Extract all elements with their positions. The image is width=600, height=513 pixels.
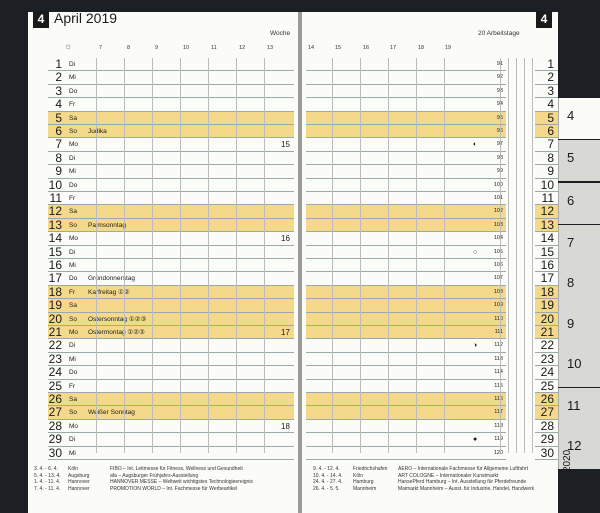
day-number-right: 18 xyxy=(540,284,554,299)
month-tab xyxy=(558,98,600,139)
fair-dates: 26. 4. - 5. 5. xyxy=(313,485,340,492)
day-number: 5 xyxy=(55,110,62,125)
hour-label: 15 xyxy=(335,45,342,51)
day-number-right: 25 xyxy=(540,378,554,393)
day-row-right xyxy=(306,380,506,393)
grid-line xyxy=(360,58,361,453)
fair-name: FIBO – Int. Leitmesse für Fitness, Wellness und Gesundheit xyxy=(110,466,243,472)
page-title: April 2019 xyxy=(54,10,118,26)
day-number-right: 12 xyxy=(540,204,554,219)
day-number: 23 xyxy=(48,351,62,366)
day-row xyxy=(48,420,294,433)
weekday: Mo xyxy=(69,141,79,149)
day-number-right: 9 xyxy=(547,164,554,179)
day-number: 12 xyxy=(48,204,62,219)
fair-dates: 9. 4. - 12. 4. xyxy=(313,466,340,472)
day-number-right: 13 xyxy=(540,217,554,232)
moon-phase-icon: ◐ xyxy=(473,141,478,149)
month-tab xyxy=(558,183,600,224)
fair-dates: 3. 4. - 6. 4. xyxy=(34,466,58,472)
fair-dates: 10. 4. - 14. 4. xyxy=(313,472,343,479)
day-number: 25 xyxy=(48,378,62,393)
moon-phase-icon: ● xyxy=(473,436,478,444)
fair-city: Mannheim xyxy=(353,485,377,492)
day-row xyxy=(48,246,294,259)
day-number: 26 xyxy=(48,392,62,406)
day-number-right: 3 xyxy=(547,83,554,98)
day-row xyxy=(48,380,294,393)
fair-name: ART COLOGNE – Internationaler Kunstmarkt xyxy=(398,472,499,479)
weekday: Di xyxy=(69,154,76,162)
grid-line xyxy=(444,58,445,453)
weekday: Di xyxy=(69,248,76,256)
day-number: 21 xyxy=(48,325,62,339)
weekday: Mi xyxy=(69,449,76,457)
weekday: Mi xyxy=(69,168,76,176)
grid-line xyxy=(96,58,97,453)
day-of-year: 114 xyxy=(494,369,503,376)
day-of-year: 105 xyxy=(493,248,503,255)
day-number-right: 2 xyxy=(547,70,554,85)
day-row-right xyxy=(306,98,506,111)
day-of-year: 102 xyxy=(493,208,503,215)
weekday: Mi xyxy=(69,262,76,269)
weekday: So xyxy=(69,128,77,135)
month-tab xyxy=(558,140,600,181)
weekday: Do xyxy=(69,181,78,189)
week-number: 16 xyxy=(281,234,290,244)
grid-line xyxy=(500,58,501,453)
weekday: Di xyxy=(69,436,76,444)
day-of-year: 119 xyxy=(494,436,503,443)
day-row xyxy=(48,205,294,218)
hour-label: 19 xyxy=(445,45,452,51)
day-row-right xyxy=(306,272,506,285)
day-number-right: 20 xyxy=(540,311,554,326)
fair-city: Hannover xyxy=(68,479,90,485)
hour-label: 7 xyxy=(99,45,103,51)
day-number: 19 xyxy=(48,298,62,313)
day-row xyxy=(48,85,294,98)
fair-name: AERO – Internationale Fachmesse für Allgemeine Luftfahrt xyxy=(398,466,529,472)
weekday: Mo xyxy=(69,235,79,243)
weekday: Di xyxy=(69,342,76,350)
weekday: Mo xyxy=(69,329,79,336)
grid-line xyxy=(124,58,125,453)
day-of-year: 110 xyxy=(494,315,503,322)
day-number: 29 xyxy=(48,432,62,447)
day-row xyxy=(48,58,294,71)
day-number: 6 xyxy=(55,124,62,138)
day-number: 11 xyxy=(49,191,62,205)
day-number-right: 7 xyxy=(547,137,554,152)
weekday: Fr xyxy=(69,195,76,202)
day-row-right xyxy=(306,299,506,312)
sun-icon: ☼ xyxy=(64,41,73,51)
fair-city: Friedrichshafen xyxy=(353,466,388,472)
day-of-year: 97 xyxy=(496,141,503,148)
day-of-year: 103 xyxy=(493,221,503,228)
day-of-year: 109 xyxy=(493,302,503,309)
day-number-right: 14 xyxy=(540,231,554,246)
day-number: 4 xyxy=(55,97,62,112)
day-number-right: 11 xyxy=(541,191,554,205)
day-of-year: 98 xyxy=(496,154,503,161)
fair-city: Hamburg xyxy=(353,479,374,485)
day-row xyxy=(48,179,294,192)
day-number-right: 4 xyxy=(547,97,554,112)
day-row xyxy=(48,98,294,111)
month-tab-label: 7 xyxy=(567,235,575,250)
grid-line xyxy=(152,58,153,453)
fair-dates: 1. 4. - 11. 4. xyxy=(34,479,61,485)
moon-phase-icon: ◑ xyxy=(473,342,478,350)
year-label: 2020 xyxy=(562,449,573,472)
day-number: 8 xyxy=(55,150,62,165)
hour-label: 9 xyxy=(155,45,159,51)
month-tab xyxy=(558,265,600,306)
day-number-right: 15 xyxy=(540,244,554,259)
day-of-year: 107 xyxy=(493,275,503,282)
day-of-year: 111 xyxy=(494,329,503,335)
day-row xyxy=(48,165,294,178)
month-tab-label: 5 xyxy=(567,150,575,165)
day-row-right xyxy=(306,71,506,84)
holiday-label: Ostermontag ①②③ xyxy=(88,329,145,336)
day-number: 1 xyxy=(55,57,62,71)
month-tab-label: 8 xyxy=(567,275,575,290)
weekday: Fr xyxy=(69,288,76,296)
hour-label: 18 xyxy=(418,45,425,51)
day-of-year: 115 xyxy=(494,382,503,389)
weekday: Sa xyxy=(69,302,77,310)
fair-name: afa – Augsburger Frühjahrs-Ausstellung xyxy=(110,472,199,479)
weekday: Sa xyxy=(69,396,77,403)
day-row-right xyxy=(306,112,506,125)
working-days-label: 20 Arbeitstage xyxy=(478,30,520,37)
day-row xyxy=(48,313,294,326)
day-row xyxy=(48,125,294,138)
holiday-label: Ostersonntag ①②③ xyxy=(88,315,147,323)
month-tab-label: 11 xyxy=(567,398,581,413)
day-row-right xyxy=(306,259,506,272)
hour-label: 10 xyxy=(183,45,190,51)
day-row xyxy=(48,339,294,352)
day-number-right: 17 xyxy=(540,271,554,286)
weekday: Mi xyxy=(69,355,76,363)
day-number-right: 21 xyxy=(540,325,554,339)
day-row-right xyxy=(306,286,506,299)
hour-label: 12 xyxy=(239,45,246,51)
holiday-label: Karfreitag ①② xyxy=(88,288,130,296)
day-number: 14 xyxy=(48,231,62,246)
day-number-right: 23 xyxy=(540,351,554,366)
day-number: 2 xyxy=(55,70,62,85)
weekday: Sa xyxy=(69,114,77,122)
month-tab-label: 10 xyxy=(567,356,582,371)
day-number-right: 28 xyxy=(540,418,554,433)
day-number: 30 xyxy=(48,445,62,460)
week-label: Woche xyxy=(270,30,291,37)
month-tab xyxy=(558,388,600,429)
day-row xyxy=(48,366,294,379)
hour-label: 17 xyxy=(390,45,397,51)
day-number: 27 xyxy=(48,405,62,420)
day-of-year: 92 xyxy=(496,74,503,81)
week-number: 17 xyxy=(281,328,290,337)
day-of-year: 91 xyxy=(496,61,503,67)
day-of-year: 108 xyxy=(493,288,503,295)
month-tab xyxy=(558,306,600,347)
day-number-right: 19 xyxy=(540,298,554,313)
grid-line xyxy=(416,58,417,453)
day-of-year: 104 xyxy=(493,235,503,242)
weekday: Fr xyxy=(69,101,76,109)
day-number-right: 22 xyxy=(540,338,554,353)
hour-label: 13 xyxy=(267,45,274,51)
fair-dates: 5. 4. - 13. 4. xyxy=(34,472,61,479)
day-number: 24 xyxy=(48,365,62,380)
weekday: Do xyxy=(69,275,78,283)
month-tab-label: 12 xyxy=(567,438,582,453)
day-row xyxy=(48,433,294,446)
month-tab xyxy=(558,346,600,387)
day-number: 10 xyxy=(48,177,62,192)
grid-line xyxy=(236,58,237,453)
month-tab-label: 6 xyxy=(567,193,575,208)
day-number: 20 xyxy=(48,311,62,326)
day-number-right: 29 xyxy=(540,432,554,447)
fair-city: Hannover xyxy=(68,485,90,492)
day-of-year: 120 xyxy=(493,449,503,456)
cover-edge xyxy=(0,0,28,513)
hour-label: 8 xyxy=(127,45,131,51)
weekday: Mo xyxy=(69,422,79,430)
moon-phase-icon: ○ xyxy=(473,248,478,256)
day-number-right: 10 xyxy=(540,177,554,192)
day-of-year: 96 xyxy=(496,128,503,134)
fair-name: Maimarkt Mannheim – Ausst. für Industrie, Handel, Handwerk xyxy=(398,485,535,492)
weekday: Do xyxy=(69,87,78,95)
day-of-year: 93 xyxy=(496,87,503,94)
right-month-number-box: 4 xyxy=(536,11,552,28)
day-number: 13 xyxy=(48,217,62,232)
fair-dates: 7. 4. - 11. 4. xyxy=(34,485,61,492)
weekday: Sa xyxy=(69,208,77,216)
day-number: 22 xyxy=(48,338,62,353)
day-row-right xyxy=(306,179,506,192)
day-row-right xyxy=(306,353,506,366)
fair-name: HANNOVER MESSE – Weltweit wichtigstes Technologieereignis xyxy=(110,479,253,485)
day-number-right: 6 xyxy=(547,124,554,138)
week-number: 18 xyxy=(281,421,290,431)
day-number: 17 xyxy=(48,271,62,286)
day-row xyxy=(48,406,294,419)
month-tab xyxy=(558,225,600,266)
day-of-year: 117 xyxy=(494,409,503,416)
day-of-year: 118 xyxy=(494,422,503,429)
month-tab-label: 4 xyxy=(567,108,575,123)
day-row xyxy=(48,112,294,125)
day-number: 28 xyxy=(48,418,62,433)
day-row xyxy=(48,447,294,460)
day-number-right: 26 xyxy=(540,392,554,406)
day-row xyxy=(48,286,294,299)
grid-line xyxy=(208,58,209,453)
day-row xyxy=(48,272,294,285)
day-number: 18 xyxy=(48,284,62,299)
day-row-right xyxy=(306,406,506,419)
day-number: 7 xyxy=(55,137,62,152)
day-row-right xyxy=(306,85,506,98)
day-row xyxy=(48,219,294,232)
day-of-year: 95 xyxy=(496,114,503,121)
day-row xyxy=(48,259,294,272)
day-row-right xyxy=(306,313,506,326)
grid-line xyxy=(532,58,533,453)
day-row xyxy=(48,138,294,151)
day-number: 9 xyxy=(55,164,62,179)
fair-city: Augsburg xyxy=(68,472,90,479)
day-number-right: 1 xyxy=(547,57,554,71)
month-number-box: 4 xyxy=(33,11,49,28)
day-number-right: 30 xyxy=(540,445,554,460)
fair-name: HansePferd Hamburg – Int. Ausstellung für Pferdefreunde xyxy=(398,479,527,485)
day-row xyxy=(48,232,294,245)
weekday: Mi xyxy=(69,74,76,82)
day-row xyxy=(48,152,294,165)
grid-line xyxy=(332,58,333,453)
day-row-right xyxy=(306,192,506,205)
fair-city: Köln xyxy=(353,472,364,479)
day-of-year: 106 xyxy=(493,262,503,268)
day-of-year: 113 xyxy=(494,355,503,362)
day-row xyxy=(48,192,294,205)
day-of-year: 100 xyxy=(493,181,503,188)
day-row-right xyxy=(306,420,506,433)
grid-line xyxy=(516,58,517,453)
day-row-right xyxy=(306,152,506,165)
day-row xyxy=(48,299,294,312)
fair-city: Köln xyxy=(68,466,79,472)
day-of-year: 101 xyxy=(493,195,503,201)
day-number-right: 27 xyxy=(540,405,554,420)
day-number-right: 8 xyxy=(547,150,554,165)
day-number: 15 xyxy=(48,244,62,259)
day-row xyxy=(48,393,294,406)
weekday: Do xyxy=(69,369,78,377)
day-row-right xyxy=(306,58,506,71)
weekday: So xyxy=(69,221,77,229)
day-number-right: 16 xyxy=(540,258,554,272)
grid-line xyxy=(264,58,265,453)
day-row-right xyxy=(306,165,506,178)
holiday-label: Judika xyxy=(88,128,107,135)
day-of-year: 116 xyxy=(494,396,503,402)
day-of-year: 99 xyxy=(496,168,503,175)
day-number-right: 24 xyxy=(540,365,554,380)
day-row-right xyxy=(306,125,506,138)
day-row-right xyxy=(306,447,506,460)
weekday: Fr xyxy=(69,382,76,390)
holiday-label: Gründonnerstag xyxy=(88,275,135,283)
grid-line xyxy=(508,58,509,453)
day-number-right: 5 xyxy=(547,110,554,125)
day-row-right xyxy=(306,326,506,339)
day-row-right xyxy=(306,232,506,245)
holiday-label: Weißer Sonntag xyxy=(88,409,135,417)
weekday: So xyxy=(69,409,77,417)
weekday: So xyxy=(69,315,77,323)
grid-line xyxy=(524,58,525,453)
day-row-right xyxy=(306,393,506,406)
hour-label: 14 xyxy=(308,45,315,51)
day-number: 16 xyxy=(48,258,62,272)
week-number: 15 xyxy=(281,140,290,150)
weekday: Di xyxy=(69,61,76,68)
grid-line xyxy=(388,58,389,453)
hour-label: 16 xyxy=(363,45,370,51)
fair-dates: 24. 4. - 27. 4. xyxy=(313,479,343,485)
holiday-label: Palmsonntag xyxy=(88,221,126,229)
hour-label: 11 xyxy=(211,45,217,51)
day-row-right xyxy=(306,366,506,379)
fair-name: PROMOTION WORLD – Int. Fachmesse für Werbeartikel xyxy=(110,485,238,492)
day-of-year: 112 xyxy=(494,342,503,349)
day-row-right xyxy=(306,219,506,232)
grid-line xyxy=(180,58,181,453)
day-row xyxy=(48,71,294,84)
month-tab-label: 9 xyxy=(567,316,575,331)
day-row xyxy=(48,326,294,339)
day-row xyxy=(48,353,294,366)
day-of-year: 94 xyxy=(496,101,503,108)
day-row-right xyxy=(306,205,506,218)
day-number: 3 xyxy=(55,83,62,98)
